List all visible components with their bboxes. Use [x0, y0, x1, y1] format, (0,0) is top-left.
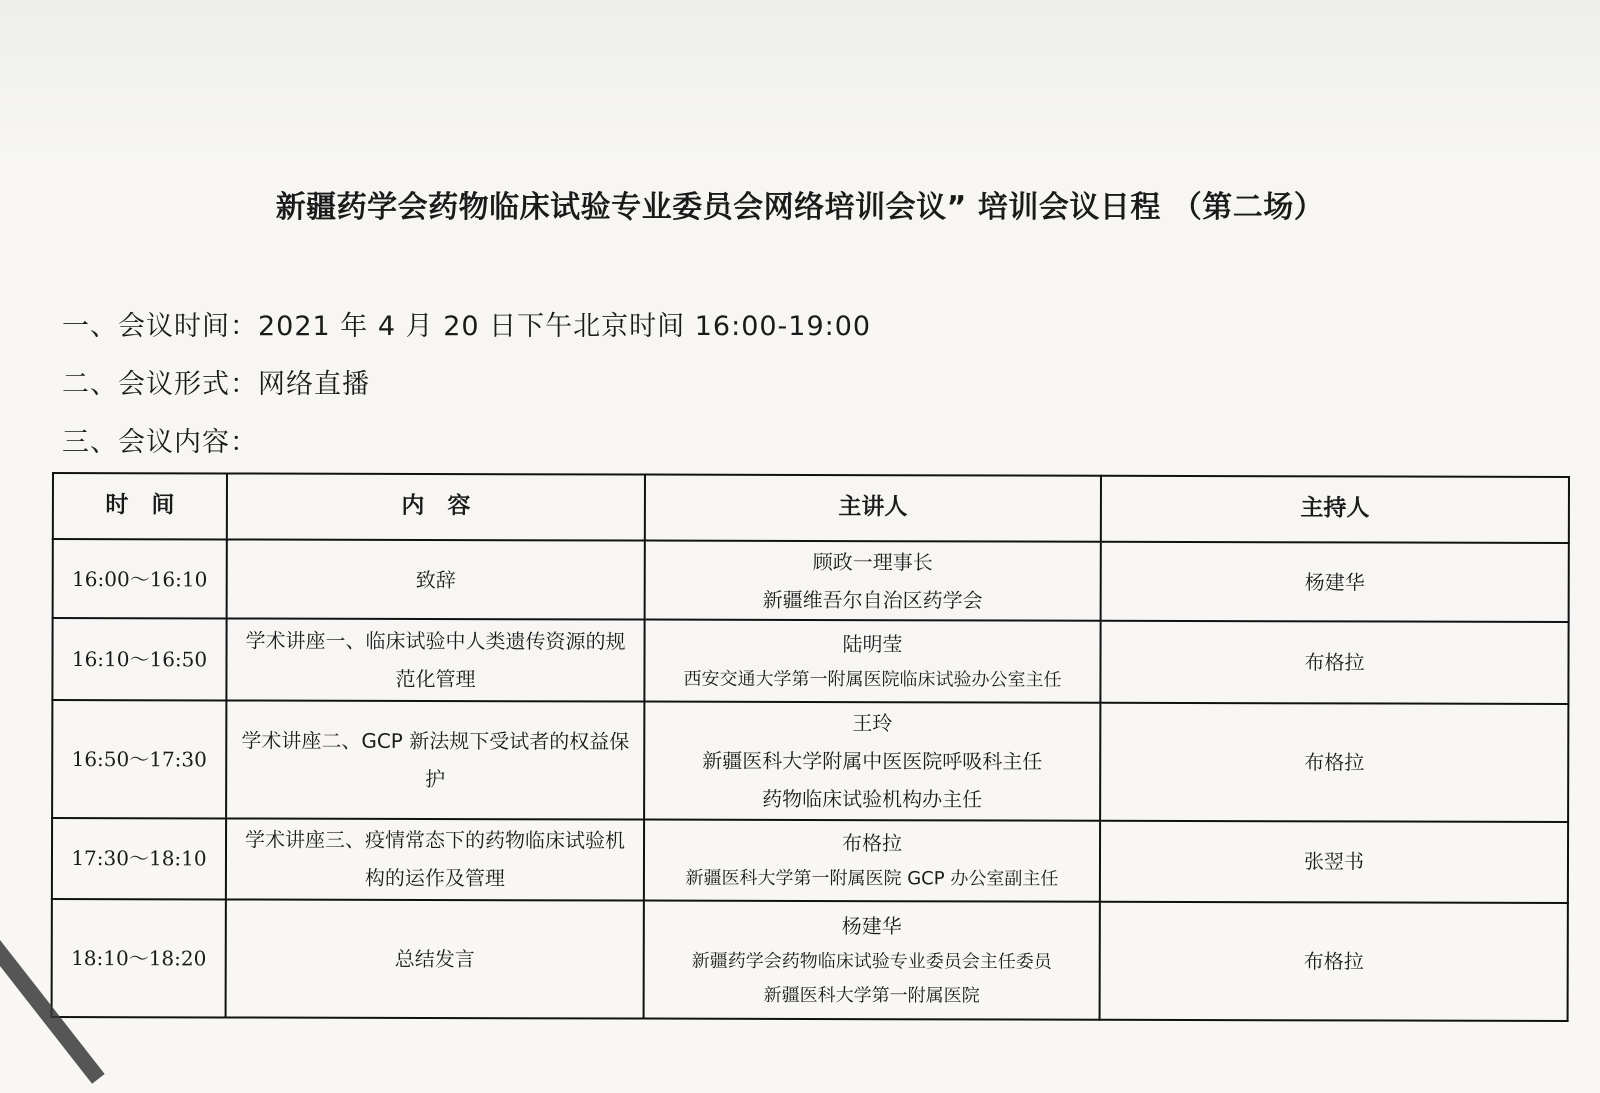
speaker-title: 药物临床试验机构办主任: [762, 786, 983, 812]
row-host: 布格拉: [1100, 702, 1568, 821]
speaker-affiliation: 西安交通大学第一附属医院临床试验办公室主任: [683, 668, 1062, 691]
meeting-format-line: 二、会议形式：网络直播: [62, 369, 370, 400]
row-time: 16:00～16:10: [53, 539, 227, 619]
speaker-affiliation: 新疆医科大学第一附属医院 GCP 办公室副主任: [685, 867, 1059, 890]
row-host: 张翌书: [1100, 820, 1568, 903]
table-header-row: [53, 473, 1569, 543]
header-time: 时 间: [53, 473, 227, 539]
meeting-time-line: 一、会议时间：2021 年 4 月 20 日下午北京时间 16:00-19:00: [62, 311, 872, 342]
row-content: 致辞: [227, 539, 645, 619]
speaker-name: 布格拉: [841, 831, 903, 856]
table-row: [52, 700, 1568, 822]
row-speaker: [645, 541, 1101, 622]
schedule-table: [51, 472, 1570, 1022]
row-content: 学术讲座一、临床试验中人类遗传资源的规范化管理: [226, 619, 644, 701]
speaker-name: 顾政一理事长: [812, 549, 933, 574]
document-title: 新疆药学会药物临床试验专业委员会网络培训会议” 培训会议日程 （第二场）: [275, 190, 1325, 225]
header-content: 内 容: [227, 473, 645, 540]
row-speaker: [644, 701, 1100, 820]
row-host: 布格拉: [1100, 902, 1568, 1021]
speaker-name: 陆明莹: [842, 631, 903, 657]
row-speaker: [644, 819, 1100, 902]
speaker-organization: 新疆医科大学第一附属医院: [763, 984, 980, 1007]
table-row: [52, 618, 1568, 703]
speaker-name: 王玲: [852, 710, 893, 735]
header-host: 主持人: [1101, 476, 1569, 543]
speaker-affiliation: 新疆维吾尔自治区药学会: [762, 587, 983, 613]
speaker-affiliation: 新疆医科大学附属中医医院呼吸科主任: [702, 748, 1043, 774]
row-speaker: [644, 901, 1100, 1020]
table-row: [52, 899, 1568, 1021]
row-time: 16:10～16:50: [52, 618, 226, 700]
row-host: 杨建华: [1101, 542, 1569, 623]
row-content: 总结发言: [226, 899, 644, 1018]
row-time: 18:10～18:20: [52, 899, 226, 1017]
speaker-name: 杨建华: [841, 913, 902, 939]
row-content: 学术讲座三、疫情常态下的药物临床试验机构的运作及管理: [226, 818, 644, 900]
header-speaker: 主讲人: [645, 475, 1101, 542]
table-row: [52, 818, 1568, 903]
meeting-content-line: 三、会议内容：: [62, 427, 258, 458]
table-row: [53, 539, 1569, 622]
row-time: 16:50～17:30: [52, 700, 226, 818]
row-content: 学术讲座二、GCP 新法规下受试者的权益保护: [226, 700, 644, 819]
row-time: 17:30～18:10: [52, 818, 226, 900]
speaker-affiliation: 新疆药学会药物临床试验专业委员会主任委员: [691, 950, 1052, 973]
row-host: 布格拉: [1100, 621, 1568, 704]
row-speaker: [644, 620, 1100, 703]
